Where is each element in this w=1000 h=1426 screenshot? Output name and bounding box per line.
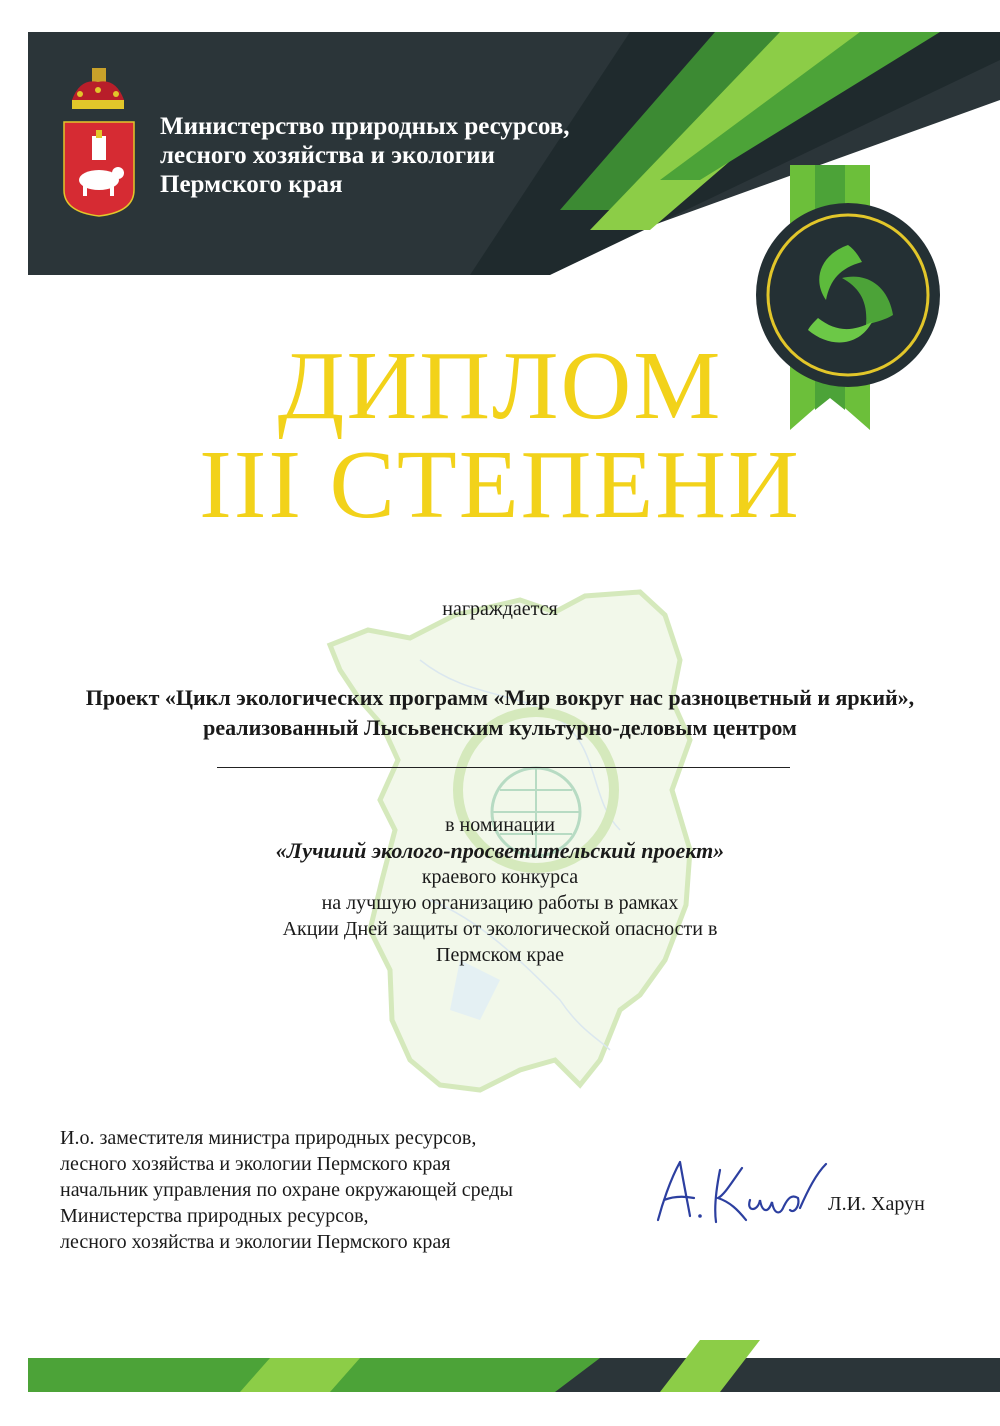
- signatory-title: [60, 1125, 513, 1255]
- handwritten-signature: [650, 1150, 830, 1230]
- diploma-title: ДИПЛОМ: [277, 332, 723, 440]
- project-line: Проект «Цикл экологических программ «Мир вокруг нас разноцветный и яркий»,: [85, 685, 915, 710]
- footer-band-dark: [555, 1358, 1000, 1392]
- organization-name: [160, 112, 620, 199]
- signatory-title-line: начальник управления по охране окружающей среды: [60, 1179, 513, 1201]
- signatory-title-line: лесного хозяйства и экологии Пермского края: [60, 1153, 451, 1175]
- signatory-title-line: лесного хозяйства и экологии Пермского края: [60, 1231, 451, 1253]
- organization-line: Пермского края: [160, 171, 343, 198]
- project-line: реализованный Лысьвенским культурно-деловым центром: [203, 715, 797, 740]
- project-name: [0, 683, 1000, 743]
- signatory-title-line: И.о. заместителя министра природных ресурсов,: [60, 1127, 477, 1149]
- signatory-title-line: Министерства природных ресурсов,: [60, 1205, 369, 1227]
- nomination-line: краевого конкурса: [421, 866, 579, 888]
- nomination-line: на лучшую организацию работы в рамках: [321, 892, 679, 914]
- organization-line: Министерство природных ресурсов,: [160, 113, 570, 140]
- organization-line: лесного хозяйства и экологии: [160, 142, 495, 169]
- nomination-block: [0, 812, 1000, 968]
- divider-line: [217, 767, 790, 768]
- nomination-line: Пермском крае: [436, 944, 564, 966]
- awarded-label: награждается: [442, 598, 558, 620]
- diploma-degree: III СТЕПЕНИ: [199, 431, 801, 539]
- signatory-name: Л.И. Харун: [828, 1193, 925, 1215]
- nomination-name: «Лучший эколого-просветительский проект»: [275, 838, 725, 863]
- nomination-line: Акции Дней защиты от экологической опасности в: [282, 918, 718, 940]
- nomination-intro: в номинации: [445, 814, 555, 836]
